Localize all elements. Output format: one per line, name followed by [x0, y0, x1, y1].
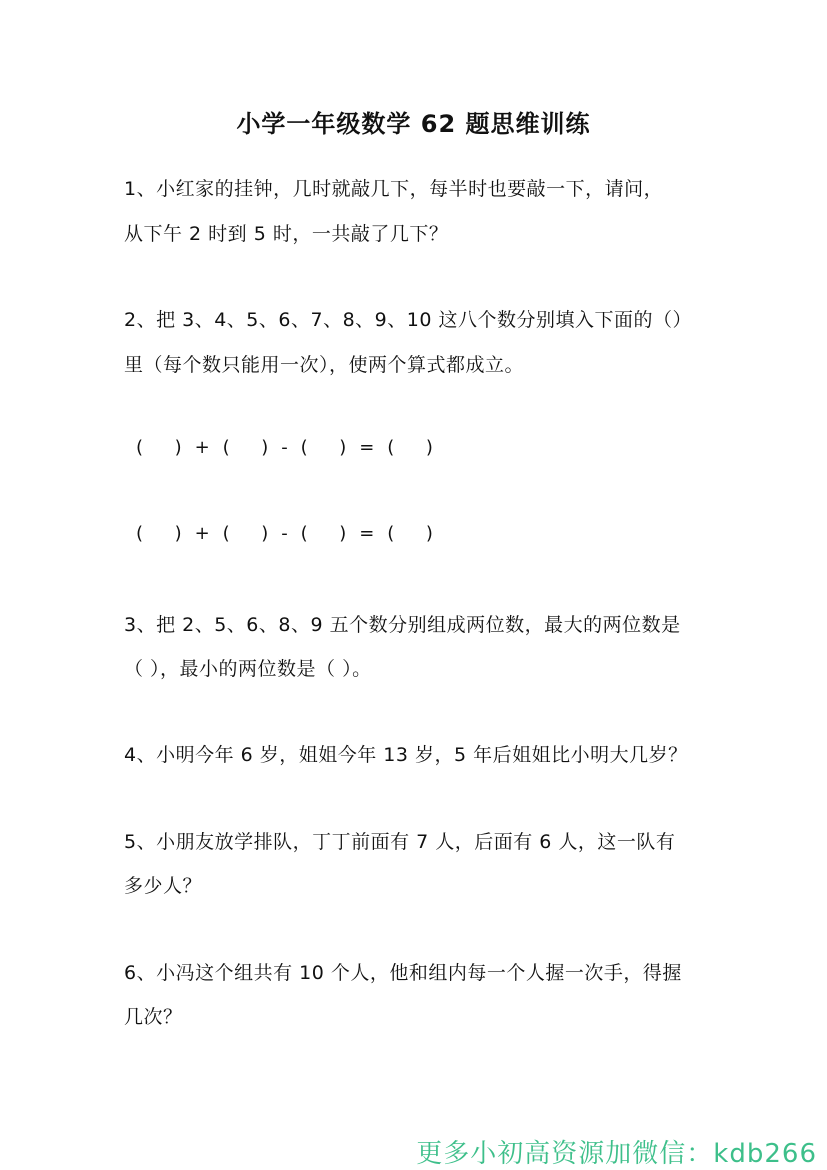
question-6-line-1: 6、小冯这个组共有 10 个人，他和组内每一个人握一次手，得握: [124, 962, 682, 984]
equation-1: ( ) + ( ) - ( ) = ( ): [136, 437, 434, 458]
question-2-line-1: 2、把 3、4、5、6、7、8、9、10 这八个数分别填入下面的（）: [124, 309, 692, 331]
watermark-text: 更多小初高资源加微信：kdb266: [416, 1139, 817, 1169]
question-3-line-1: 3、把 2、5、6、8、9 五个数分别组成两位数，最大的两位数是: [124, 614, 681, 636]
question-3-line-2: （ ），最小的两位数是（ ）。: [124, 658, 372, 680]
question-1-line-2: 从下午 2 时到 5 时，一共敲了几下？: [124, 223, 449, 245]
equation-2: ( ) + ( ) - ( ) = ( ): [136, 523, 434, 544]
question-5-line-2: 多少人？: [124, 875, 203, 897]
question-5-line-1: 5、小朋友放学排队，丁丁前面有 7 人，后面有 6 人，这一队有: [124, 831, 676, 853]
question-4-line-1: 4、小明今年 6 岁，姐姐今年 13 岁，5 年后姐姐比小明大几岁？: [124, 744, 688, 766]
question-2-line-2: 里（每个数只能用一次），使两个算式都成立。: [124, 354, 525, 376]
question-1-line-1: 1、小红家的挂钟，几时就敲几下，每半时也要敲一下，请问，: [124, 178, 664, 200]
page-title: 小学一年级数学 62 题思维训练: [236, 110, 591, 138]
question-6-line-2: 几次？: [124, 1006, 183, 1028]
